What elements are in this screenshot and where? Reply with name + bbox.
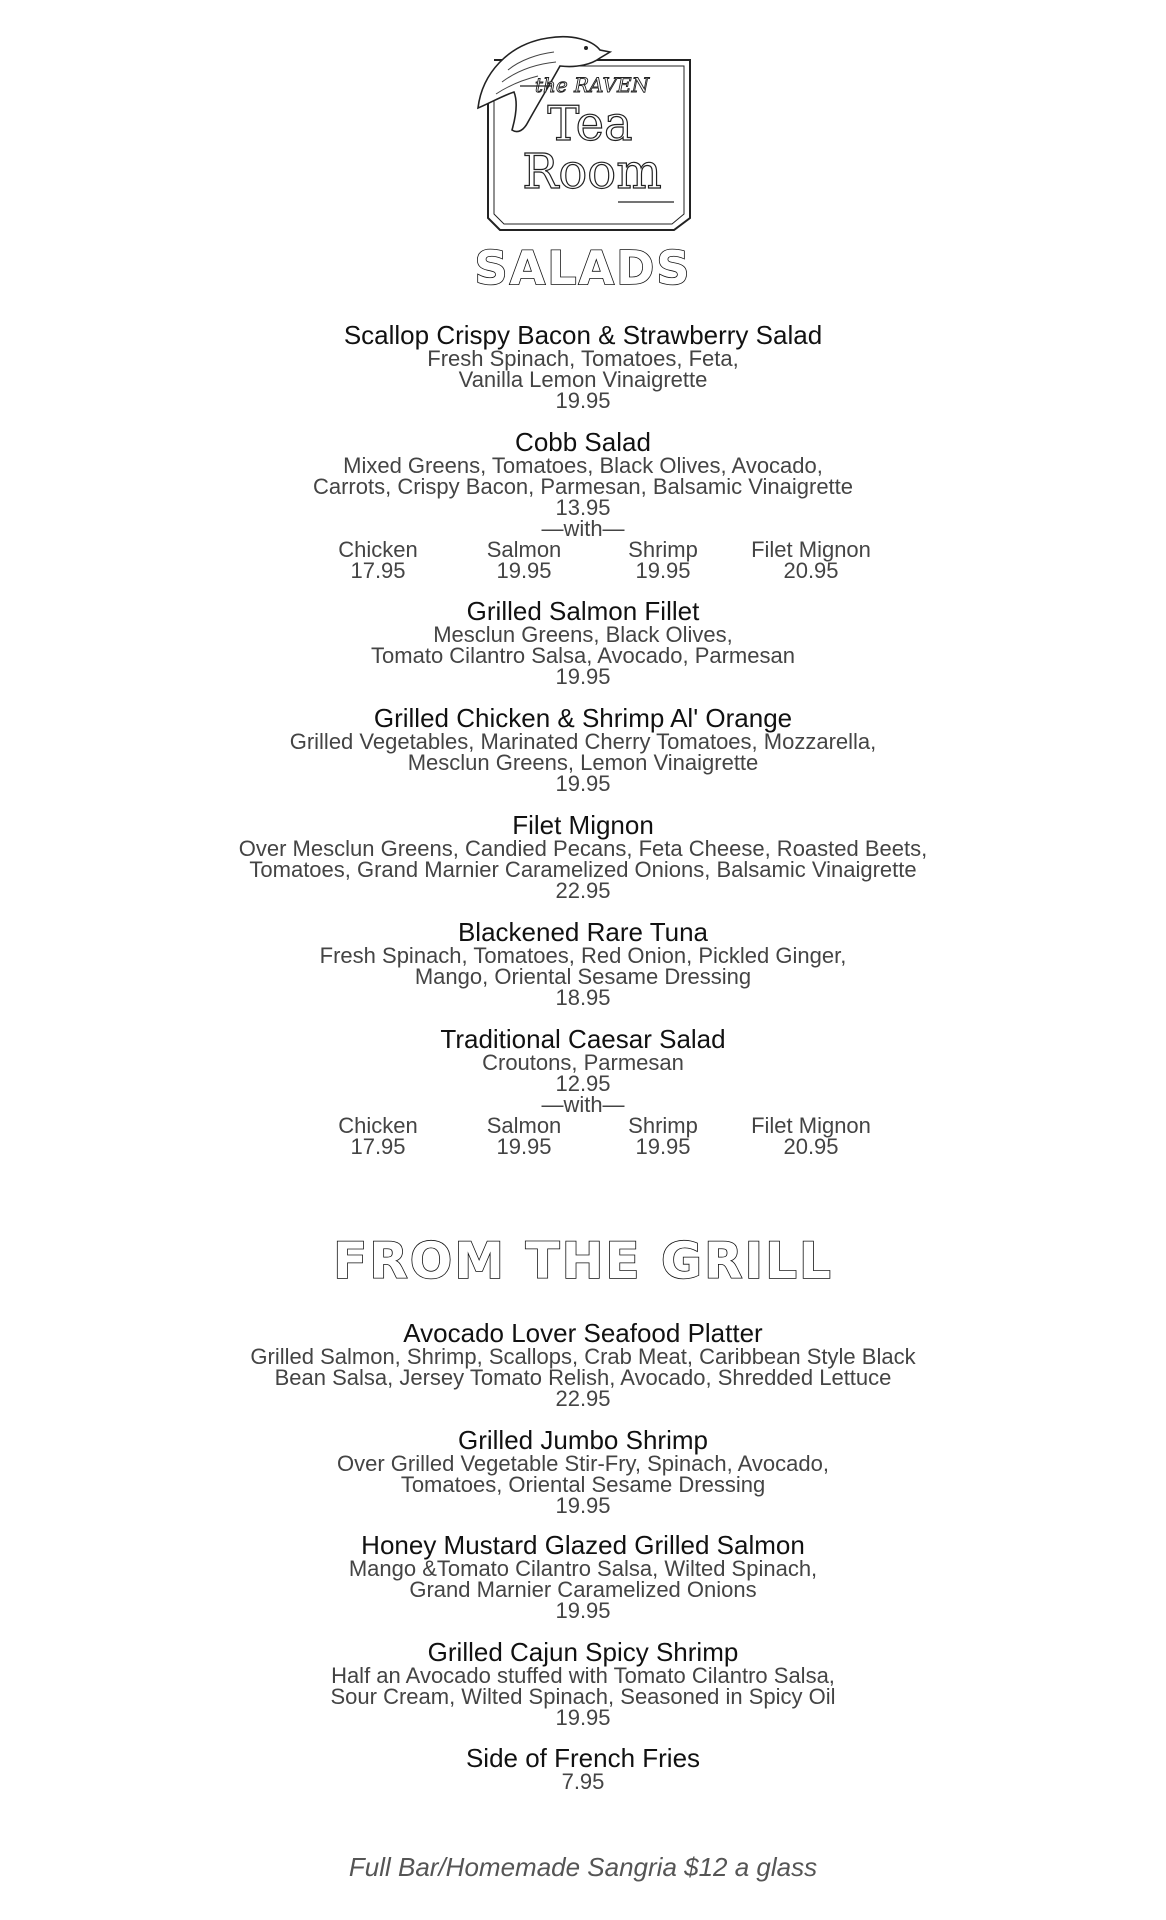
addon-price: 19.95 [635, 558, 691, 583]
menu-item [0, 705, 1166, 794]
item-price: 19.95 [555, 1705, 611, 1730]
section-heading-salads [0, 238, 1166, 294]
item-name: Grilled Jumbo Shrimp [458, 1425, 708, 1455]
item-desc-line: Vanilla Lemon Vinaigrette [458, 367, 708, 392]
with-label: —with— [541, 516, 625, 541]
item-desc-line: Grilled Salmon, Shrimp, Scallops, Crab Meat, Caribbean Style Black [250, 1344, 916, 1369]
addon-name: Filet Mignon [751, 1113, 871, 1138]
item-name: Traditional Caesar Salad [440, 1024, 726, 1054]
addon-name: Chicken [338, 1113, 418, 1138]
item-price: 12.95 [555, 1071, 611, 1096]
item-name: Grilled Salmon Fillet [466, 596, 700, 626]
item-desc-line: Fresh Spinach, Tomatoes, Red Onion, Pickled Ginger, [319, 943, 847, 968]
item-name: Honey Mustard Glazed Grilled Salmon [361, 1530, 805, 1560]
item-desc-line: Sour Cream, Wilted Spinach, Seasoned in Spicy Oil [330, 1684, 836, 1709]
addon-price: 20.95 [783, 558, 839, 583]
addon-price: 17.95 [350, 558, 406, 583]
item-desc-line: Mango, Oriental Sesame Dressing [414, 964, 752, 989]
item-price: 7.95 [561, 1769, 605, 1794]
item-desc-line: Over Grilled Vegetable Stir-Fry, Spinach, Avocado, [337, 1451, 829, 1476]
item-desc-line: Carrots, Crispy Bacon, Parmesan, Balsamic Vinaigrette [312, 474, 854, 499]
raven-tea-room-logo [468, 30, 700, 236]
item-desc-line: Bean Salsa, Jersey Tomato Relish, Avocado, Shredded Lettuce [274, 1365, 892, 1390]
item-price: 18.95 [555, 985, 611, 1010]
addon-filet-mignon [721, 539, 901, 581]
item-name: Avocado Lover Seafood Platter [403, 1318, 763, 1348]
menu-item [0, 1320, 1166, 1409]
item-desc-line: Tomato Cilantro Salsa, Avocado, Parmesan [371, 643, 795, 668]
item-name: Grilled Chicken & Shrimp Al' Orange [373, 703, 793, 733]
item-price: 19.95 [555, 388, 611, 413]
addon-price: 19.95 [496, 1134, 552, 1159]
addon-filet-mignon [721, 1115, 901, 1157]
menu-item [0, 919, 1166, 1008]
addon-name: Shrimp [628, 537, 698, 562]
item-name: Filet Mignon [512, 810, 654, 840]
logo-text-room: Room [522, 144, 662, 200]
with-label: —with— [541, 1092, 625, 1117]
section-title: SALADS [474, 241, 692, 295]
item-name: Scallop Crispy Bacon & Strawberry Salad [343, 320, 823, 350]
addon-name: Shrimp [628, 1113, 698, 1138]
menu-item [0, 1532, 1166, 1621]
menu-item [0, 598, 1166, 687]
item-price: 22.95 [555, 878, 611, 903]
item-name: Side of French Fries [465, 1743, 701, 1773]
addon-price: 20.95 [783, 1134, 839, 1159]
item-desc-line: Half an Avocado stuffed with Tomato Cilantro Salsa, [331, 1663, 835, 1688]
item-desc-line: Tomatoes, Grand Marnier Caramelized Onions, Balsamic Vinaigrette [249, 857, 917, 882]
item-price: 19.95 [555, 664, 611, 689]
item-price: 13.95 [555, 495, 611, 520]
item-desc-line: Mesclun Greens, Lemon Vinaigrette [407, 750, 759, 775]
item-price: 19.95 [555, 771, 611, 796]
addon-price: 17.95 [350, 1134, 406, 1159]
menu-item [0, 812, 1166, 901]
item-desc-line: Croutons, Parmesan [482, 1050, 684, 1075]
item-name: Grilled Cajun Spicy Shrimp [427, 1637, 739, 1667]
addon-price: 19.95 [635, 1134, 691, 1159]
addon-name: Chicken [338, 537, 418, 562]
item-price: 19.95 [555, 1493, 611, 1518]
logo-text-tea: Tea [547, 96, 633, 152]
menu-item [0, 322, 1166, 411]
menu-item [0, 429, 1166, 583]
menu-item [0, 1745, 1166, 1792]
addon-list [0, 1115, 1166, 1159]
item-desc-line: Fresh Spinach, Tomatoes, Feta, [427, 346, 739, 371]
addon-name: Salmon [486, 1113, 562, 1138]
addon-name: Salmon [486, 537, 562, 562]
item-price: 22.95 [555, 1386, 611, 1411]
section-heading-from-the-grill [0, 1228, 1166, 1288]
item-desc-line: Mixed Greens, Tomatoes, Black Olives, Avocado, [343, 453, 823, 478]
item-name: Cobb Salad [515, 427, 651, 457]
item-desc-line: Over Mesclun Greens, Candied Pecans, Feta Cheese, Roasted Beets, [238, 836, 928, 861]
item-name: Blackened Rare Tuna [457, 917, 709, 947]
item-desc-line: Mesclun Greens, Black Olives, [433, 622, 733, 647]
item-desc-line: Grilled Vegetables, Marinated Cherry Tomatoes, Mozzarella, [289, 729, 877, 754]
item-desc-line: Mango &Tomato Cilantro Salsa, Wilted Spinach, [348, 1556, 818, 1581]
addon-name: Filet Mignon [751, 537, 871, 562]
addon-price: 19.95 [496, 558, 552, 583]
menu-item [0, 1427, 1166, 1516]
item-desc-line: Tomatoes, Oriental Sesame Dressing [400, 1472, 766, 1497]
item-price: 19.95 [555, 1598, 611, 1623]
addon-list [0, 539, 1166, 583]
logo-text-raven: the RAVEN [534, 73, 650, 97]
footer-note: Full Bar/Homemade Sangria $12 a glass [348, 1852, 818, 1882]
item-desc-line: Grand Marnier Caramelized Onions [409, 1577, 757, 1602]
section-title: FROM THE GRILL [333, 1232, 833, 1290]
menu-item [0, 1639, 1166, 1728]
menu-item [0, 1026, 1166, 1159]
